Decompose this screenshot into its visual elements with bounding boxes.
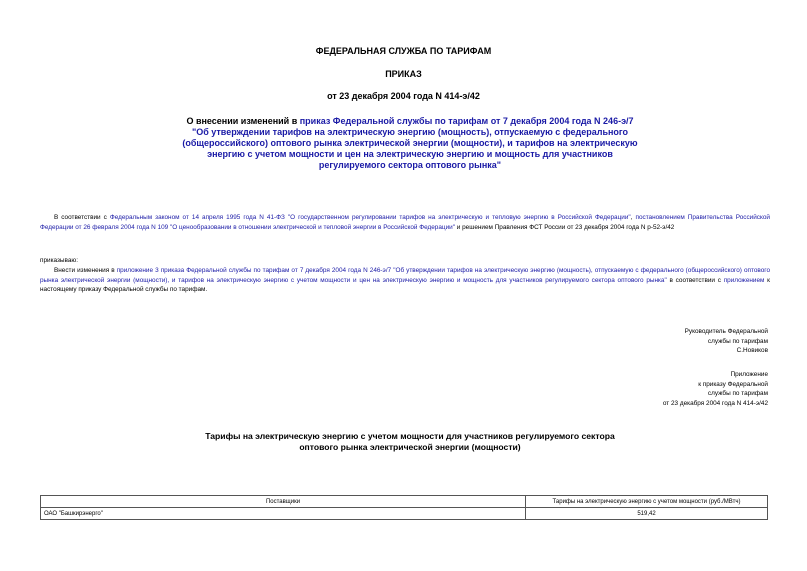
supplier-cell: ОАО "Башкирэнерго" [41,508,526,520]
preamble-paragraph [40,213,770,232]
doc-title-prefix: О внесении изменений в [186,116,298,126]
appendix-line-2: к приказу Федеральной [698,380,768,388]
appendix-link[interactable]: приложением [723,276,765,284]
order-word: приказываю: [40,257,78,264]
tariff-value-cell: 519,42 [526,508,768,520]
preamble-text-2: , [630,214,636,221]
doc-date-number: от 23 декабря 2004 года N 414-э/42 [327,91,480,101]
preamble-text-1: В соответствии с [54,214,107,221]
table-row [41,508,768,520]
order-text-1: Внести изменения в [54,267,115,274]
amended-order-link[interactable]: приказ Федеральной службы по тарифам от 7 декабря 2004 года N 246-э/7 "Об утверждении тарифов на электрическую энергию (мощность), отпускаемую с федерального (общероссийского) оптового рынка электрической энергии (мощности), и тарифов на электрическую энергию с учетом мощности и цен на электрическую энергию и мощность для участников регулируемого сектора оптового рынка" [182,116,638,170]
appendix-block [663,370,768,408]
government-resolution-link[interactable]: постановлением Правительства Российской Федерации от 26 февраля 2004 года N 109 "О ценообразовании в отношении электрической и тепловой энергии в Российской Федерации" [40,214,770,231]
doc-title [180,116,640,171]
signature-line-1: Руководитель Федеральной [684,328,768,335]
header-suppliers: Поставщики [41,496,526,508]
agency-name: ФЕДЕРАЛЬНАЯ СЛУЖБА ПО ТАРИФАМ [315,46,492,56]
doc-type: ПРИКАЗ [385,69,422,79]
federal-law-link[interactable]: Федеральным законом от 14 апреля 1995 года N 41-ФЗ "О государственном регулировании тарифов на электрическую и тепловую энергию в Российской Федерации" [109,214,631,221]
order-text-3: к настоящему приказу Федеральной службы по тарифам. [40,276,770,293]
signature-block [685,327,768,356]
appendix-title: Тарифы на электрическую энергию с учетом мощности для участников регулируемого сектора оптового рынка электрической энергии (мощности) [205,431,615,452]
appendix-line-4: от 23 декабря 2004 года N 414-э/42 [662,399,768,407]
preamble-text-3: и решением Правления ФСТ России от 23 декабря 2004 года N р-52-э/42 [454,223,675,231]
order-text-2: в соответствии с [666,276,721,284]
appendix-line-3: службы по тарифам [707,390,768,397]
appendix-3-link[interactable]: приложение 3 приказа Федеральной службы по тарифам от 7 декабря 2004 года N 246-э/7 "Об утверждении тарифов на электрическую энергию (мощность), отпускаемую с федерального (общероссийского) оптового рынка электрической энергии (мощности), и тарифов на электрическую энергию с учетом мощности и цен на электрическую энергию и мощность для участников регулируемого сектора оптового рынка" [40,267,770,284]
appendix-line-1: Приложение [730,371,768,378]
signature-name: С.Новиков [736,347,768,354]
header-tariff: Тарифы на электрическую энергию с учетом мощности (руб./МВтч) [526,496,768,508]
order-paragraph [40,266,770,295]
signature-line-2: службы по тарифам [707,337,768,345]
tariff-table [40,495,768,520]
table-header-row [41,496,768,508]
